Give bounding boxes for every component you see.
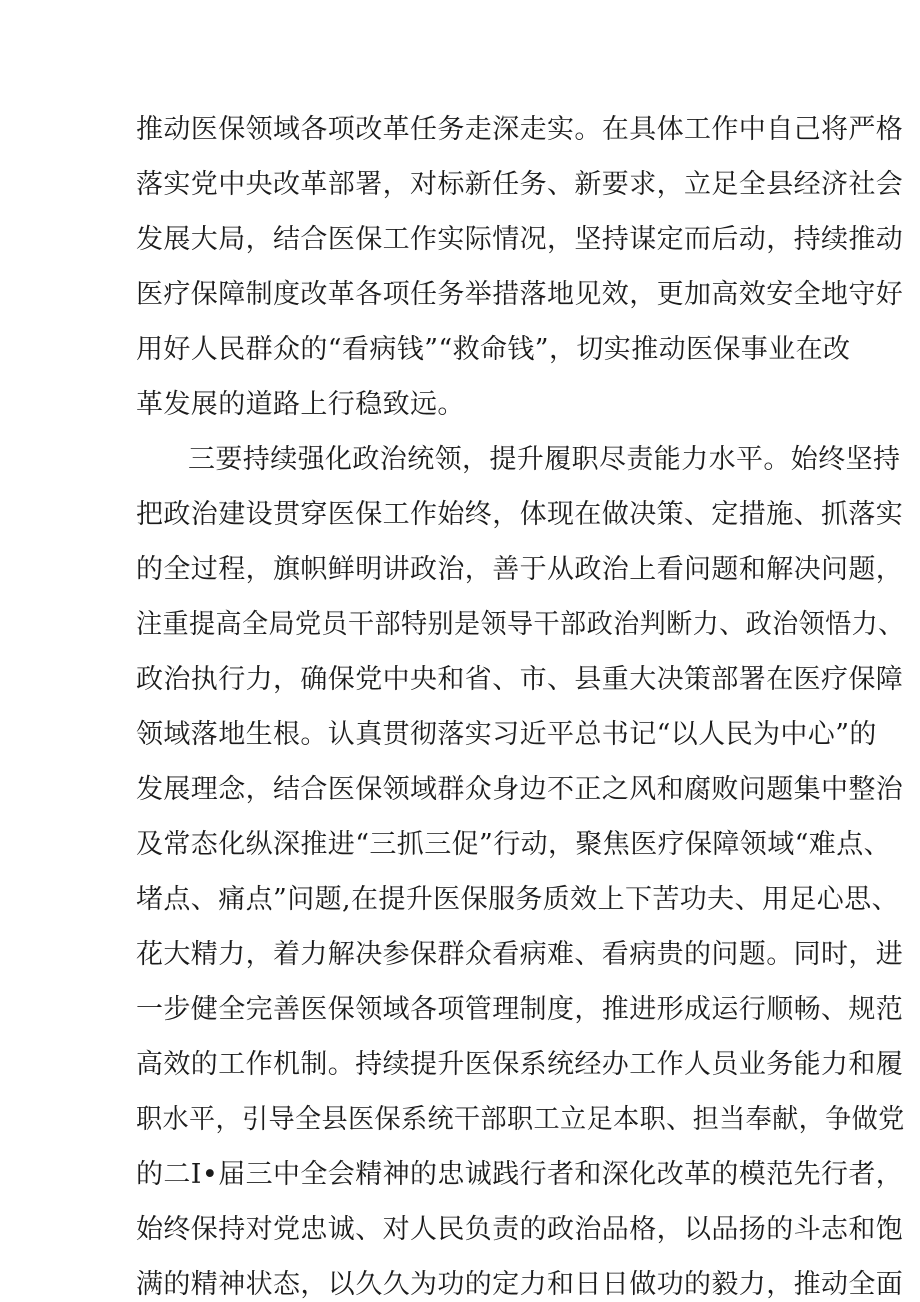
text-line: 花大精力，着力解决参保群众看病难、看病贵的问题。同时，进: [136, 939, 904, 970]
text-line: 职水平，引导全县医保系统干部职工立足本职、担当奉献，争做党: [136, 1104, 905, 1135]
text-line: 发展大局，结合医保工作实际情况，坚持谋定而后动，持续推动: [136, 224, 904, 255]
text-line: 领域落地生根。认真贯彻落实习近平总书记“以人民为中心”的: [136, 719, 877, 750]
text-line: 把政治建设贯穿医保工作始终，体现在做决策、定措施、抓落实: [136, 499, 904, 530]
text-line: 发展理念，结合医保领域群众身边不正之风和腐败问题集中整治: [136, 774, 904, 805]
text-line: 及常态化纵深推进“三抓三促”行动，聚焦医疗保障领域“难点、: [136, 829, 892, 860]
text-line: 满的精神状态，以久久为功的定力和日日做功的毅力，推动全面: [136, 1269, 904, 1300]
text-line: 高效的工作机制。持续提升医保系统经办工作人员业务能力和履: [136, 1049, 904, 1080]
text-line: 推动医保领域各项改革任务走深走实。在具体工作中自己将严格: [136, 114, 904, 145]
text-line: 用好人民群众的“看病钱”“救命钱”，切实推动医保事业在改: [136, 334, 851, 365]
text-line: 始终保持对党忠诚、对人民负责的政治品格，以品扬的斗志和饱: [136, 1214, 904, 1245]
text-line: 一步健全完善医保领域各项管理制度，推进形成运行顺畅、规范: [136, 994, 904, 1025]
text-line: 落实党中央改革部署，对标新任务、新要求，立足全县经济社会: [136, 169, 904, 200]
text-line: 革发展的道路上行稳致远。: [136, 389, 465, 420]
text-line: 医疗保障制度改革各项任务举措落地见效，更加高效安全地守好: [136, 279, 904, 310]
text-line: 堵点、痛点”问题,在提升医保服务质效上下苦功夫、用足心思、: [136, 884, 899, 915]
text-line: 的二I•届三中全会精神的忠诚践行者和深化改革的模范先行者，: [136, 1159, 904, 1190]
text-line: 政治执行力，确保党中央和省、市、县重大决策部署在医疗保障: [136, 664, 904, 695]
paragraph-first-line: 三要持续强化政治统领，提升履职尽责能力水平。始终坚持: [188, 444, 901, 475]
text-line: 注重提高全局党员干部特别是领导干部政治判断力、政治领悟力、: [136, 609, 905, 640]
text-line: 的全过程，旗帜鲜明讲政治，善于从政治上看问题和解决问题，: [136, 554, 904, 585]
